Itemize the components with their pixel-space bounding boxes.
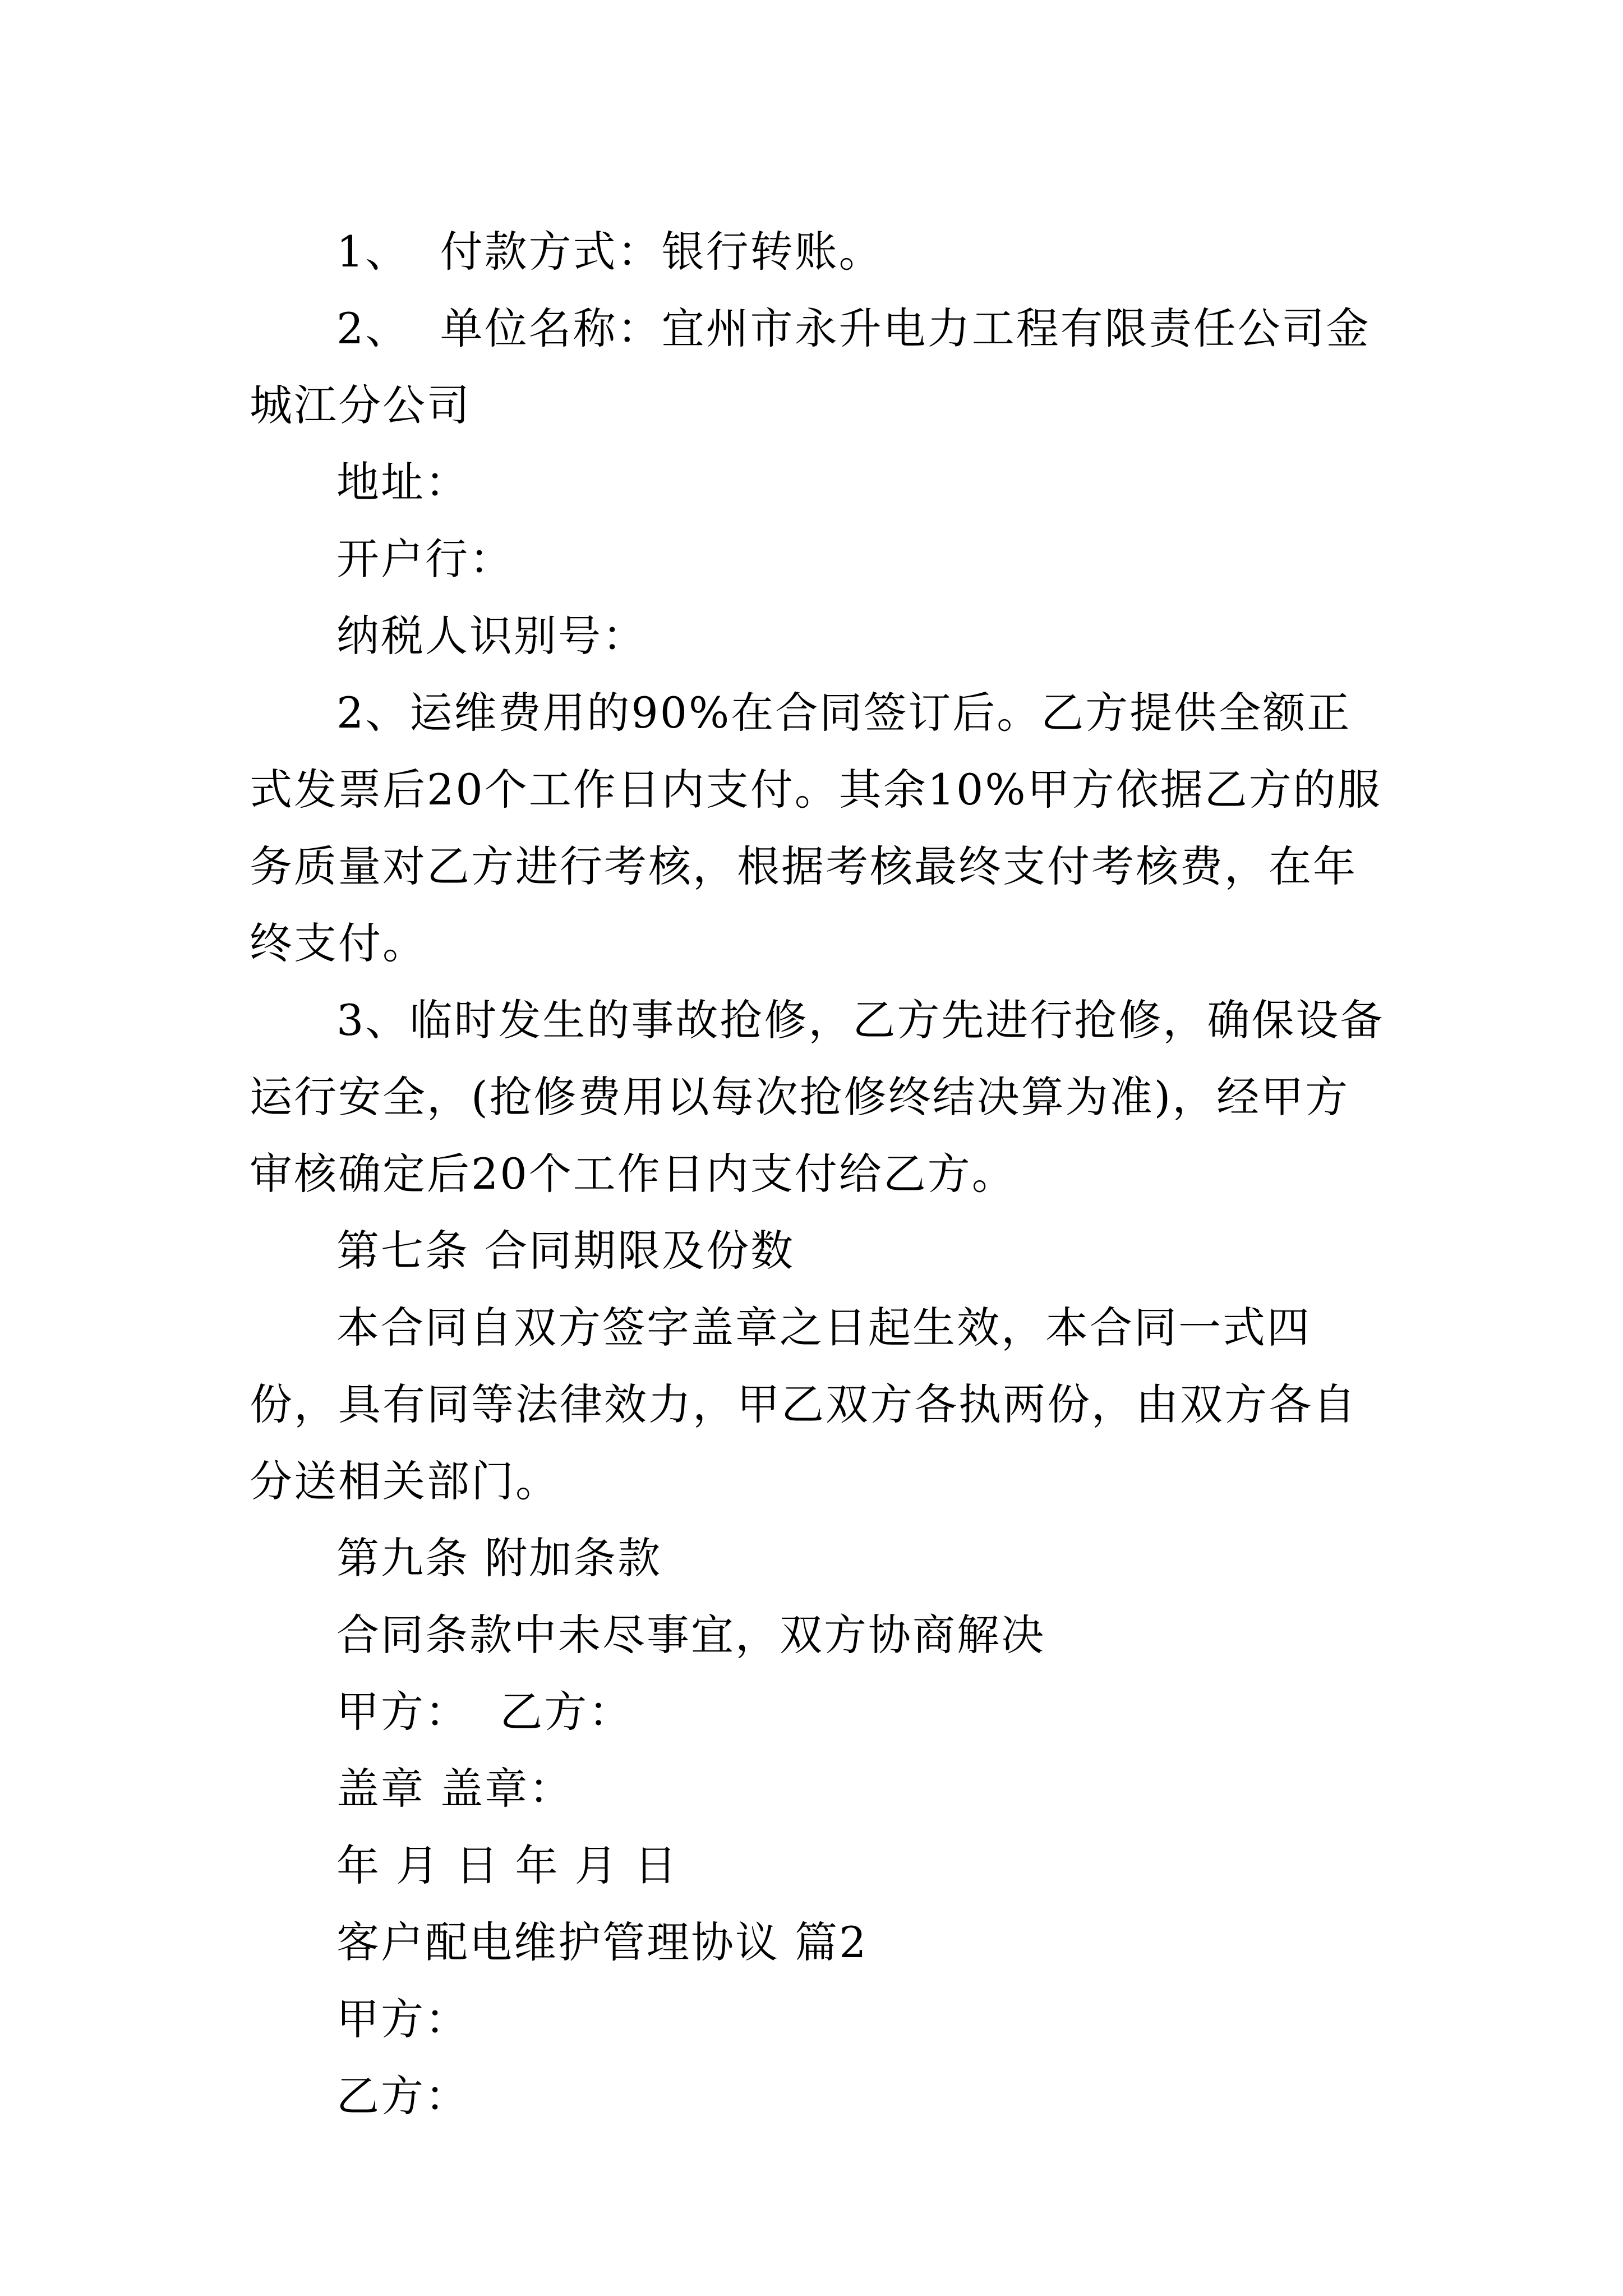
seal-line: 盖章 盖章： xyxy=(336,1764,574,1814)
party-a-line: 甲方： xyxy=(336,1994,469,2044)
article-nine-heading: 第九条 附加条款 xyxy=(336,1533,662,1583)
article-seven-heading: 第七条 合同期限及份数 xyxy=(336,1226,795,1276)
taxpayer-id-line: 纳税人识别号： xyxy=(336,611,647,661)
contract-effect-paragraph: 本合同自双方签字盖章之日起生效，本合同一式四份，具有同等法律效力，甲乙双方各执两份，由双方各自分送相关部门。 xyxy=(250,1303,1357,1506)
parties-signature-line: 甲方： 乙方： xyxy=(336,1687,633,1737)
document-body xyxy=(250,213,1394,2134)
address-line: 地址： xyxy=(336,457,469,507)
party-b-line: 乙方： xyxy=(336,2071,469,2121)
maintenance-fee-paragraph: 2、运维费用的90%在合同签订后。乙方提供全额正式发票后20个工作日内支付。其余10%甲方依据乙方的服务质量对乙方进行考核，根据考核最终支付考核费，在年终支付。 xyxy=(250,688,1382,968)
bank-line: 开户行： xyxy=(336,534,514,584)
date-line: 年 月 日 年 月 日 xyxy=(336,1841,679,1890)
additional-terms-line: 合同条款中未尽事宜，双方协商解决 xyxy=(336,1610,1045,1660)
unit-name-line: 2、 单位名称：宜州市永升电力工程有限责任公司金城江分公司 xyxy=(250,303,1371,430)
payment-method-line: 1、 付款方式：银行转账。 xyxy=(336,227,883,277)
agreement-title-part-2: 客户配电维护管理协议 篇2 xyxy=(336,1917,868,1967)
emergency-repair-paragraph: 3、临时发生的事故抢修，乙方先进行抢修，确保设备运行安全，(抢修费用以每次抢修终结决算为准)，经甲方审核确定后20个工作日内支付给乙方。 xyxy=(250,995,1385,1199)
